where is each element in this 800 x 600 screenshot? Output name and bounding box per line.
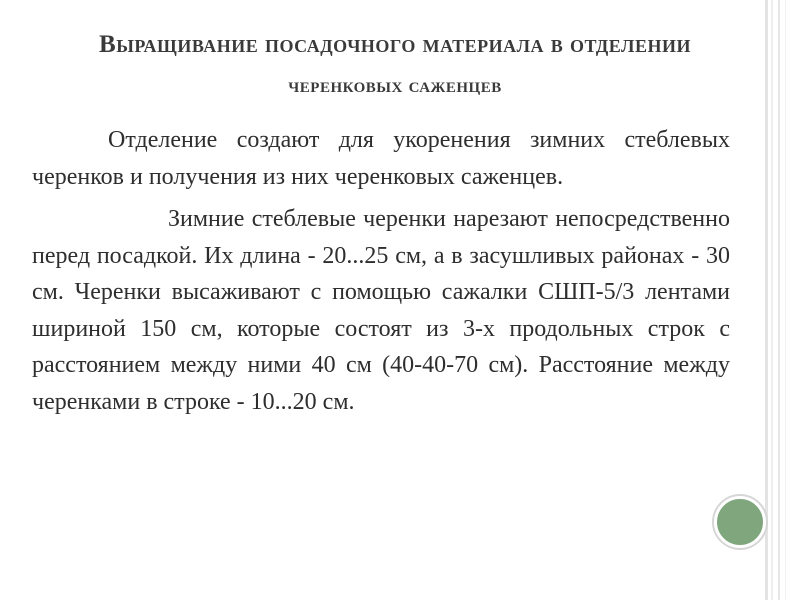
- decorative-line: [765, 0, 768, 600]
- decorative-green-circle: [714, 496, 766, 548]
- paragraph: Отделение создают для укоренения зимних стеблевых черенков и получения из них черенковых саженцев.: [32, 127, 730, 190]
- decorative-line: [785, 0, 786, 600]
- decorative-line: [778, 0, 780, 600]
- slide-body: [32, 122, 730, 420]
- title-line-1: Выращивание посадочного материала в отделении: [99, 31, 691, 58]
- paragraph: Зимние стеблевые черенки нарезают непосредственно перед посадкой. Их длина - 20...25 см, а в засушливых районах - 30 см. Черенки высаживают с помощью сажалки СШП-5/3 лентами шириной 150 см, которые состоят из 3-х продольных строк с расстоянием между ними 40 см (40-40-70 см). Расстояние между черенками в строке - 10...20 см.: [32, 206, 730, 415]
- slide-title: [30, 28, 760, 100]
- decorative-line: [771, 0, 773, 600]
- title-line-2: черенковых саженцев: [288, 73, 502, 97]
